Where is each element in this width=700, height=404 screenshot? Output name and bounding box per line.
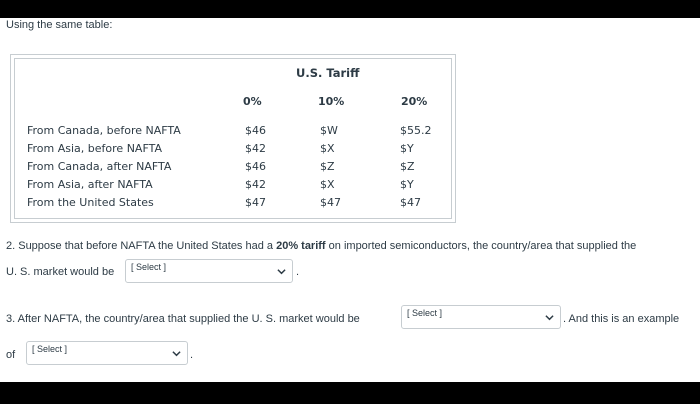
select-value: [ Select ] [407, 308, 443, 318]
intro-text: Using the same table: [6, 19, 113, 31]
question-3-line-1-end: . And this is an example [563, 313, 680, 325]
q2-text-b: on imported semiconductors, the country/area that supplied the [325, 240, 637, 252]
q3-period: . [190, 349, 194, 361]
table-cell: $46 [245, 160, 266, 173]
question-3-line-1: 3. After NAFTA, the country/area that supplied the U. S. market would be [6, 313, 360, 325]
table-cell: $55.2 [400, 124, 432, 137]
row-label: From Asia, after NAFTA [27, 178, 153, 191]
bottom-black-bar [0, 382, 700, 404]
row-label: From the United States [27, 196, 154, 209]
table-cell: $X [320, 178, 335, 191]
table-cell: $Z [320, 160, 335, 173]
q2-text-a: 2. Suppose that before NAFTA the United States had a [6, 240, 277, 252]
table-cell: $Y [400, 178, 414, 191]
chevron-down-icon [545, 313, 554, 322]
question-2-line-2: U. S. market would be [6, 266, 115, 278]
chevron-down-icon [172, 349, 181, 358]
column-header-0: 0% [243, 95, 262, 108]
column-header-20: 20% [401, 95, 428, 108]
question-2-line-1 [6, 240, 636, 252]
table-cell: $47 [400, 196, 421, 209]
table-cell: $46 [245, 124, 266, 137]
row-label: From Asia, before NAFTA [27, 142, 162, 155]
table-cell: $Z [400, 160, 415, 173]
chevron-down-icon [277, 267, 286, 276]
table-cell: $42 [245, 142, 266, 155]
row-label: From Canada, before NAFTA [27, 124, 181, 137]
table-cell: $W [320, 124, 338, 137]
q3-answer-select-2[interactable] [26, 341, 188, 365]
q2-answer-select[interactable] [125, 259, 293, 283]
table-cell: $47 [320, 196, 341, 209]
select-value: [ Select ] [131, 262, 167, 272]
tariff-table-inner [14, 58, 452, 219]
row-label: From Canada, after NAFTA [27, 160, 172, 173]
q2-bold-tariff: 20% tariff [276, 240, 326, 252]
question-3-line-2: of [6, 349, 16, 361]
top-black-bar [0, 0, 700, 18]
table-cell: $47 [245, 196, 266, 209]
q2-period: . [296, 266, 300, 278]
select-value: [ Select ] [32, 344, 68, 354]
table-cell: $42 [245, 178, 266, 191]
table-cell: $Y [400, 142, 414, 155]
table-tariff-header: U.S. Tariff [296, 66, 360, 80]
q3-answer-select-1[interactable] [401, 305, 561, 329]
table-cell: $X [320, 142, 335, 155]
column-header-10: 10% [318, 95, 345, 108]
